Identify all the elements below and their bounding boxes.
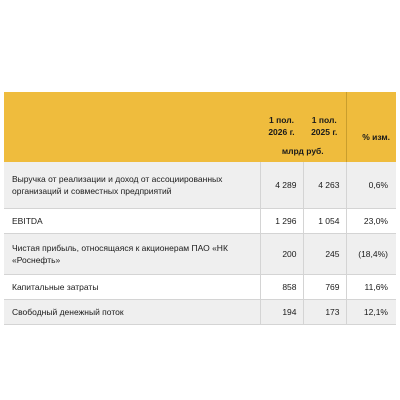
table-row — [4, 300, 396, 325]
row-label: Капитальные затраты — [4, 275, 260, 300]
table-row — [4, 209, 396, 234]
value-current: 194 — [260, 300, 303, 325]
header-change-label: % изм. — [346, 92, 396, 162]
financial-table-container — [4, 92, 396, 325]
table-header — [4, 92, 396, 162]
value-previous: 769 — [303, 275, 346, 300]
value-change: 23,0% — [346, 209, 396, 234]
value-change: 11,6% — [346, 275, 396, 300]
table-row — [4, 234, 396, 275]
value-current: 858 — [260, 275, 303, 300]
row-label: EBITDA — [4, 209, 260, 234]
table-row — [4, 275, 396, 300]
value-previous: 245 — [303, 234, 346, 275]
table-row — [4, 162, 396, 209]
header-period-previous: 1 пол. 2025 г. — [303, 92, 346, 140]
row-label: Выручка от реализации и доход от ассоциированных организаций и совместных предприятий — [4, 162, 260, 209]
value-previous: 173 — [303, 300, 346, 325]
header-empty-cell — [4, 92, 260, 162]
value-previous: 1 054 — [303, 209, 346, 234]
value-current: 4 289 — [260, 162, 303, 209]
header-units: млрд руб. — [260, 140, 346, 162]
row-label: Чистая прибыль, относящаяся к акционерам ПАО «НК «Роснефть» — [4, 234, 260, 275]
value-current: 200 — [260, 234, 303, 275]
value-current: 1 296 — [260, 209, 303, 234]
financial-results-table — [4, 92, 396, 325]
value-change: (18,4%) — [346, 234, 396, 275]
row-label: Свободный денежный поток — [4, 300, 260, 325]
value-previous: 4 263 — [303, 162, 346, 209]
value-change: 0,6% — [346, 162, 396, 209]
header-period-current: 1 пол. 2026 г. — [260, 92, 303, 140]
value-change: 12,1% — [346, 300, 396, 325]
